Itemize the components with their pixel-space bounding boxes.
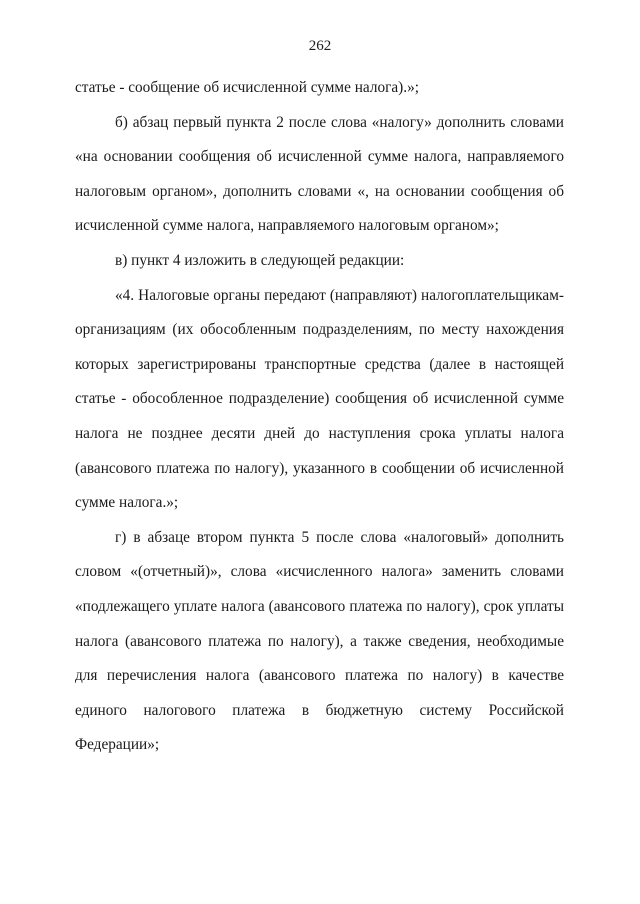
paragraph-item-b: б) абзац первый пункта 2 после слова «налогу» дополнить словами «на основании сообщения об исчисленной сумме налога, направляемого налоговым органом», дополнить словами «, на основании сообщения об исчисленной сумме налога, направляемого налоговым органом»; <box>75 113 564 235</box>
paragraph-continuation: статье - сообщение об исчисленной сумме налога).»; <box>75 79 420 96</box>
paragraph-point-4: «4. Налоговые органы передают (направляют) налогоплательщикам-организациям (их обособленным подразделениям, по месту нахождения которых зарегистрированы транспортные средства (далее в настоящей статье - обособленное подразделение) сообщения об исчисленной сумме налога не позднее десяти дней до наступления срока уплаты налога (авансового платежа по налогу), указанного в сообщении об исчисленной сумме налога.»; <box>75 286 564 512</box>
page-number: 262 <box>308 38 332 54</box>
paragraph-item-g: г) в абзаце втором пункта 5 после слова «налоговый» дополнить словом «(отчетный)», слова «исчисленного налога» заменить словами «подлежащего уплате налога (авансового платежа по налогу), срок уплаты налога (авансового платежа по налогу), а также сведения, необходимые для перечисления налога (авансового платежа по налогу) в качестве единого налогового платежа в бюджетную систему Российской Федерации»; <box>75 528 564 754</box>
paragraph-item-v: в) пункт 4 изложить в следующей редакции: <box>115 251 405 269</box>
document-body <box>75 71 564 763</box>
